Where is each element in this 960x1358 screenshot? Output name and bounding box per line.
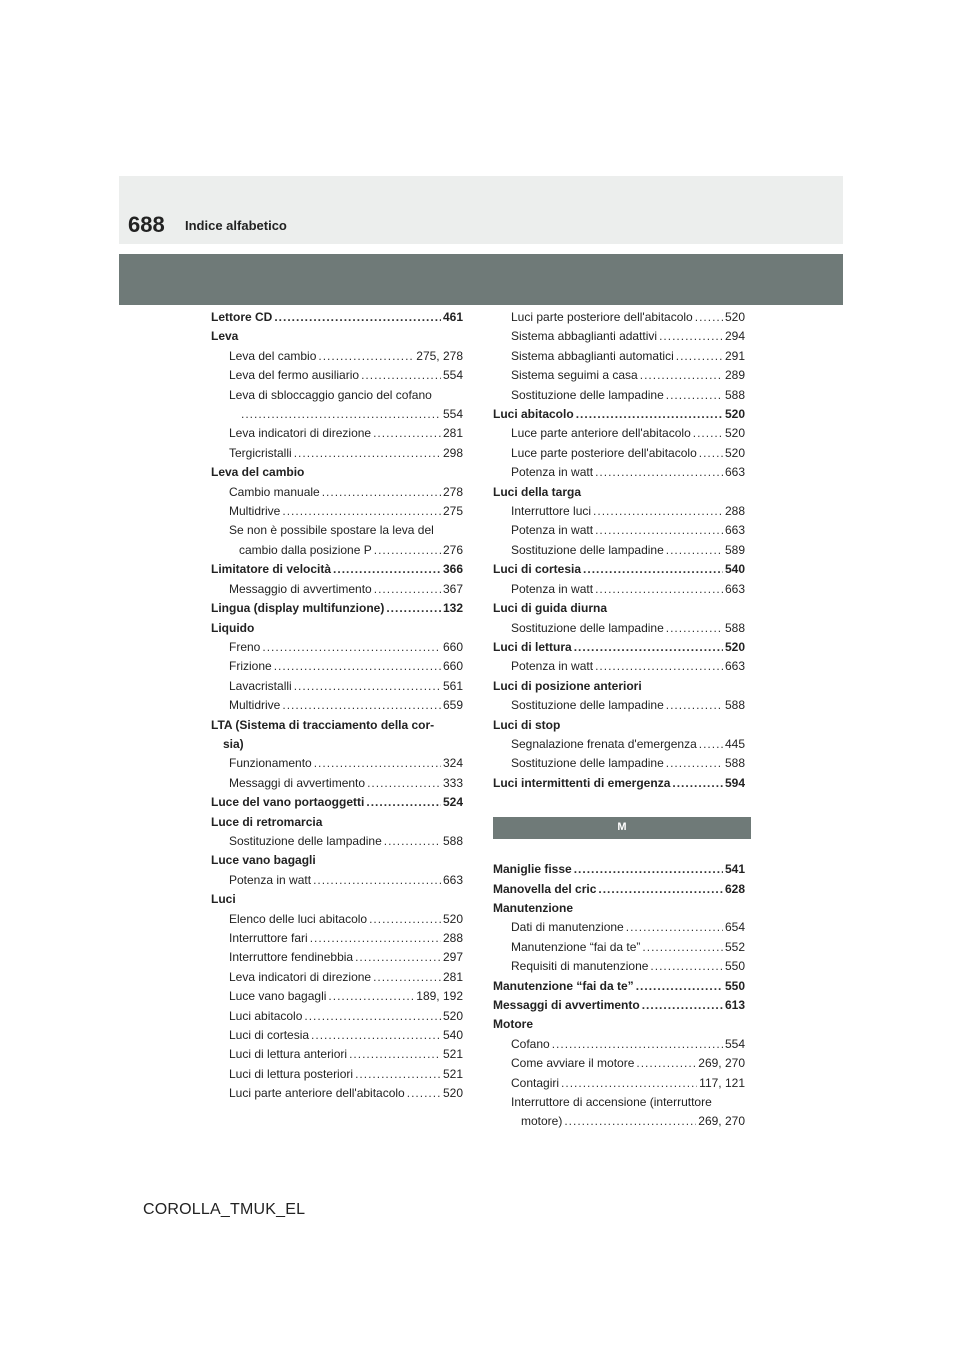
entry-term: Luci di lettura posteriori bbox=[229, 1066, 354, 1081]
index-entry-sub-heading: Interruttore di accensione (interruttore bbox=[511, 1095, 712, 1110]
index-entry-heading: Luci della targa bbox=[493, 484, 582, 499]
index-entry-main bbox=[211, 793, 463, 812]
index-entry-sub-heading: Se non è possibile spostare la leva del bbox=[229, 523, 434, 538]
entry-term: cambio dalla posizione P bbox=[239, 542, 372, 557]
dot-leader bbox=[313, 871, 441, 890]
entry-term: Potenza in watt bbox=[511, 581, 594, 596]
dot-leader bbox=[640, 366, 723, 385]
entry-term: Cofano bbox=[511, 1036, 550, 1051]
entry-page-ref: 291 bbox=[724, 348, 745, 363]
entry-term: Luce parte anteriore dell'abitacolo bbox=[511, 426, 691, 441]
index-entry-heading: Luce di retromarcia bbox=[211, 814, 323, 829]
entry-page-ref: 461 bbox=[442, 310, 463, 324]
entry-term: Sistema abbaglianti adattivi bbox=[511, 329, 658, 344]
index-entry-main bbox=[493, 405, 745, 424]
dot-leader bbox=[699, 444, 723, 463]
entry-term: Frizione bbox=[229, 659, 272, 674]
entry-page-ref: 554 bbox=[442, 368, 463, 383]
entry-term: Luci abitacolo bbox=[229, 1008, 303, 1023]
entry-term: Sistema abbaglianti automatici bbox=[511, 348, 674, 363]
index-entry-sub bbox=[493, 444, 745, 463]
entry-page-ref: 613 bbox=[724, 998, 745, 1012]
entry-page-ref: 324 bbox=[442, 756, 463, 771]
entry-term: Lavacristalli bbox=[229, 678, 292, 693]
index-entry-sub bbox=[493, 619, 745, 638]
entry-term: Messaggi di avvertimento bbox=[229, 775, 366, 790]
index-entry-sub bbox=[493, 754, 745, 773]
index-entry-sub bbox=[211, 677, 463, 696]
entry-page-ref: 588 bbox=[724, 756, 745, 771]
entry-term: Luci di cortesia bbox=[493, 562, 582, 577]
index-entry-main bbox=[211, 560, 463, 579]
index-entry-sub bbox=[211, 347, 463, 366]
entry-page-ref: 269, 270 bbox=[698, 1056, 745, 1071]
entry-term: Sostituzione delle lampadine bbox=[511, 620, 664, 635]
dot-leader bbox=[676, 347, 723, 366]
dot-leader bbox=[626, 918, 723, 937]
entry-term: Lettore CD bbox=[211, 310, 273, 324]
dot-leader bbox=[666, 541, 723, 560]
index-entry-sub bbox=[211, 424, 463, 443]
entry-term: Limitatore di velocità bbox=[211, 562, 332, 577]
entry-page-ref: 367 bbox=[442, 581, 463, 596]
entry-page-ref: 520 bbox=[724, 407, 745, 422]
dot-leader bbox=[595, 580, 723, 599]
dot-leader bbox=[666, 619, 723, 638]
entry-page-ref: 660 bbox=[442, 639, 463, 654]
dot-leader bbox=[672, 774, 723, 793]
dot-leader bbox=[595, 463, 723, 482]
dot-leader bbox=[598, 880, 723, 899]
index-column-left bbox=[211, 308, 463, 1104]
index-entry-sub bbox=[493, 347, 745, 366]
index-entry-heading: Leva bbox=[211, 329, 239, 344]
entry-page-ref: 550 bbox=[724, 978, 745, 993]
entry-term: Come avviare il motore bbox=[511, 1056, 635, 1071]
dot-leader bbox=[241, 405, 441, 424]
dot-leader bbox=[294, 444, 441, 463]
index-entry-sub bbox=[493, 366, 745, 385]
entry-page-ref: 628 bbox=[724, 881, 745, 896]
entry-term: Leva del cambio bbox=[229, 348, 317, 363]
index-entry-heading: Luci di stop bbox=[493, 717, 561, 732]
dot-leader bbox=[374, 541, 441, 560]
entry-term: Elenco delle luci abitacolo bbox=[229, 911, 368, 926]
index-entry-heading: Luci di posizione anteriori bbox=[493, 678, 642, 693]
entry-term: Interruttore fari bbox=[229, 931, 308, 945]
entry-page-ref: 189, 192 bbox=[416, 989, 463, 1004]
index-entry-heading: Leva del cambio bbox=[211, 465, 305, 480]
index-entry-heading: sia) bbox=[223, 736, 244, 751]
dot-leader bbox=[659, 327, 723, 346]
dot-leader bbox=[593, 502, 723, 521]
entry-term: Sostituzione delle lampadine bbox=[511, 387, 664, 402]
index-entry-sub bbox=[211, 987, 463, 1006]
entry-page-ref: 289 bbox=[724, 368, 745, 383]
entry-term: Multidrive bbox=[229, 504, 281, 519]
section-title: Indice alfabetico bbox=[185, 218, 287, 233]
index-entry-sub bbox=[493, 580, 745, 599]
index-entry-heading: Luci di guida diurna bbox=[493, 601, 607, 616]
dot-leader bbox=[369, 910, 441, 929]
entry-term: Potenza in watt bbox=[511, 659, 594, 674]
entry-page-ref: 366 bbox=[442, 562, 463, 577]
index-entry-sub bbox=[493, 735, 745, 754]
entry-page-ref: 524 bbox=[442, 795, 463, 810]
entry-page-ref: 550 bbox=[724, 959, 745, 974]
dot-leader bbox=[361, 366, 441, 385]
index-entry-main bbox=[211, 308, 463, 327]
entry-term: motore) bbox=[521, 1114, 563, 1129]
index-entry-main bbox=[493, 977, 745, 996]
entry-page-ref: 521 bbox=[442, 1047, 463, 1062]
dot-leader bbox=[282, 502, 441, 521]
index-entry-main bbox=[211, 599, 463, 618]
entry-page-ref: 521 bbox=[442, 1066, 463, 1081]
dot-leader bbox=[373, 968, 441, 987]
entry-page-ref: 297 bbox=[442, 950, 463, 965]
entry-term: Cambio manuale bbox=[229, 484, 320, 499]
entry-page-ref: 520 bbox=[442, 1008, 463, 1023]
dot-leader bbox=[595, 657, 723, 676]
entry-page-ref: 288 bbox=[442, 931, 463, 945]
entry-term: Tergicristalli bbox=[229, 445, 292, 460]
entry-page-ref: 520 bbox=[724, 310, 745, 324]
entry-page-ref: 281 bbox=[442, 426, 463, 441]
dot-leader bbox=[693, 424, 723, 443]
index-entry-sub bbox=[211, 405, 463, 424]
entry-term: Luci parte posteriore dell'abitacolo bbox=[511, 310, 693, 324]
dot-leader bbox=[576, 405, 723, 424]
index-group-l-continued bbox=[493, 308, 745, 793]
entry-term: Funzionamento bbox=[229, 756, 312, 771]
index-entry-sub bbox=[493, 1074, 745, 1093]
dot-leader bbox=[384, 832, 441, 851]
index-entry-sub bbox=[493, 521, 745, 540]
index-entry-sub bbox=[493, 918, 745, 937]
dot-leader bbox=[311, 1026, 441, 1045]
entry-page-ref: 275 bbox=[442, 504, 463, 519]
index-entry-heading: Manutenzione bbox=[493, 900, 573, 915]
entry-term: Sostituzione delle lampadine bbox=[511, 756, 664, 771]
entry-page-ref: 663 bbox=[724, 581, 745, 596]
entry-page-ref: 552 bbox=[724, 939, 745, 954]
entry-page-ref: 663 bbox=[724, 465, 745, 480]
index-entry-sub bbox=[211, 968, 463, 987]
index-entry-sub bbox=[493, 327, 745, 346]
entry-page-ref: 276 bbox=[442, 542, 463, 557]
entry-term: Luci di lettura bbox=[493, 639, 572, 654]
index-entry-sub bbox=[493, 1112, 745, 1131]
index-entry-sub bbox=[211, 444, 463, 463]
index-entry-sub bbox=[493, 502, 745, 521]
index-entry-sub bbox=[211, 580, 463, 599]
index-entry-sub bbox=[211, 910, 463, 929]
index-entry-heading: Motore bbox=[493, 1017, 533, 1032]
entry-page-ref: 554 bbox=[442, 407, 463, 422]
dot-leader bbox=[349, 1045, 441, 1064]
index-entry-sub bbox=[211, 1045, 463, 1064]
dot-leader bbox=[642, 938, 723, 957]
index-column-right bbox=[493, 308, 745, 1132]
dot-leader bbox=[373, 424, 441, 443]
dot-leader bbox=[552, 1035, 723, 1054]
entry-term: Maniglie fisse bbox=[493, 862, 572, 877]
entry-term: Luci parte anteriore dell'abitacolo bbox=[229, 1086, 405, 1101]
dot-leader bbox=[574, 638, 723, 657]
entry-term: Messaggi di avvertimento bbox=[493, 998, 640, 1012]
entry-page-ref: 540 bbox=[442, 1028, 463, 1043]
index-entry-sub bbox=[211, 929, 463, 948]
entry-term: Sistema seguimi a casa bbox=[511, 368, 638, 383]
entry-page-ref: 541 bbox=[724, 862, 745, 877]
entry-term: Manovella del cric bbox=[493, 881, 597, 896]
index-entry-heading: LTA (Sistema di tracciamento della cor- bbox=[211, 717, 435, 732]
dot-leader bbox=[318, 347, 414, 366]
entry-page-ref: 278 bbox=[442, 484, 463, 499]
dot-leader bbox=[574, 860, 723, 879]
entry-page-ref: 520 bbox=[724, 426, 745, 441]
index-entry-sub bbox=[211, 754, 463, 773]
entry-page-ref: 588 bbox=[724, 698, 745, 713]
dot-leader bbox=[595, 521, 723, 540]
entry-term: Luci di lettura anteriori bbox=[229, 1047, 348, 1062]
dot-leader bbox=[333, 560, 441, 579]
dot-leader bbox=[355, 1065, 441, 1084]
index-entry-sub bbox=[211, 1007, 463, 1026]
entry-page-ref: 275, 278 bbox=[416, 348, 463, 363]
index-entry-sub bbox=[211, 696, 463, 715]
index-entry-sub bbox=[493, 463, 745, 482]
index-entry-sub bbox=[493, 957, 745, 976]
entry-page-ref: 663 bbox=[724, 523, 745, 538]
entry-term: Manutenzione “fai da te” bbox=[493, 978, 634, 993]
dot-leader bbox=[642, 996, 723, 1015]
entry-term: Interruttore fendinebbia bbox=[229, 950, 354, 965]
dot-leader bbox=[328, 987, 414, 1006]
entry-term: Segnalazione frenata d'emergenza bbox=[511, 736, 697, 751]
index-entry-sub bbox=[493, 308, 745, 327]
index-entry-main bbox=[493, 560, 745, 579]
entry-page-ref: 298 bbox=[442, 445, 463, 460]
entry-term: Potenza in watt bbox=[511, 465, 594, 480]
dot-leader bbox=[695, 308, 723, 327]
index-group-m bbox=[493, 860, 745, 1132]
index-entry-sub bbox=[211, 483, 463, 502]
entry-term: Lingua (display multifunzione) bbox=[211, 601, 385, 616]
entry-page-ref: 554 bbox=[724, 1036, 745, 1051]
index-entry-sub bbox=[211, 1026, 463, 1045]
dot-leader bbox=[355, 948, 441, 967]
entry-term: Requisiti di manutenzione bbox=[511, 959, 649, 974]
dot-leader bbox=[274, 308, 441, 327]
index-entry-main bbox=[493, 860, 745, 879]
dot-leader bbox=[367, 774, 441, 793]
index-entry-sub bbox=[493, 424, 745, 443]
entry-page-ref: 281 bbox=[442, 969, 463, 984]
dot-leader bbox=[564, 1112, 696, 1131]
index-entry-sub bbox=[211, 366, 463, 385]
entry-page-ref: 589 bbox=[724, 542, 745, 557]
entry-page-ref: 269, 270 bbox=[698, 1114, 745, 1129]
index-entry-sub bbox=[211, 948, 463, 967]
index-entry-sub-heading: Leva di sbloccaggio gancio del cofano bbox=[229, 387, 432, 402]
entry-term: Interruttore luci bbox=[511, 504, 592, 519]
index-entry-main bbox=[493, 996, 745, 1015]
dot-leader bbox=[262, 638, 441, 657]
dot-leader bbox=[282, 696, 441, 715]
index-entry-main bbox=[493, 774, 745, 793]
entry-page-ref: 663 bbox=[442, 872, 463, 887]
entry-page-ref: 654 bbox=[724, 920, 745, 935]
entry-page-ref: 663 bbox=[724, 659, 745, 674]
index-entry-sub bbox=[211, 832, 463, 851]
dot-leader bbox=[583, 560, 723, 579]
entry-term: Manutenzione “fai da te” bbox=[511, 939, 641, 954]
header-dark-band bbox=[119, 254, 843, 305]
index-entry-sub bbox=[493, 1054, 745, 1073]
entry-page-ref: 117, 121 bbox=[699, 1075, 745, 1090]
entry-term: Sostituzione delle lampadine bbox=[511, 542, 664, 557]
entry-page-ref: 520 bbox=[724, 445, 745, 460]
dot-leader bbox=[666, 754, 723, 773]
entry-term: Luce del vano portaoggetti bbox=[211, 795, 365, 810]
letter-band-m: M bbox=[493, 817, 751, 839]
entry-page-ref: 132 bbox=[442, 601, 463, 616]
dot-leader bbox=[294, 677, 441, 696]
entry-term: Messaggio di avvertimento bbox=[229, 581, 372, 596]
entry-term: Sostituzione delle lampadine bbox=[511, 698, 664, 713]
dot-leader bbox=[561, 1074, 697, 1093]
index-entry-heading: Luce vano bagagli bbox=[211, 853, 316, 868]
entry-page-ref: 520 bbox=[724, 639, 745, 654]
document-code: COROLLA_TMUK_EL bbox=[143, 1201, 306, 1218]
dot-leader bbox=[366, 793, 441, 812]
entry-term: Luci intermittenti di emergenza bbox=[493, 775, 671, 790]
entry-term: Luce parte posteriore dell'abitacolo bbox=[511, 445, 697, 460]
entry-page-ref: 660 bbox=[442, 659, 463, 674]
index-entry-sub bbox=[493, 657, 745, 676]
index-entry-sub bbox=[211, 541, 463, 560]
entry-page-ref: 588 bbox=[442, 833, 463, 848]
index-entry-heading: Liquido bbox=[211, 620, 255, 635]
entry-page-ref: 520 bbox=[442, 1086, 463, 1101]
entry-page-ref: 659 bbox=[442, 698, 463, 713]
entry-term: Leva indicatori di direzione bbox=[229, 426, 372, 441]
entry-term: Contagiri bbox=[511, 1075, 560, 1090]
index-entry-sub bbox=[493, 386, 745, 405]
entry-page-ref: 588 bbox=[724, 620, 745, 635]
dot-leader bbox=[407, 1084, 441, 1103]
dot-leader bbox=[314, 754, 441, 773]
dot-leader bbox=[666, 696, 723, 715]
entry-page-ref: 445 bbox=[724, 736, 745, 751]
index-entry-sub bbox=[493, 938, 745, 957]
entry-term: Sostituzione delle lampadine bbox=[229, 833, 382, 848]
entry-term: Multidrive bbox=[229, 698, 281, 713]
dot-leader bbox=[374, 580, 441, 599]
entry-page-ref: 594 bbox=[724, 775, 745, 790]
dot-leader bbox=[274, 657, 441, 676]
entry-page-ref: 333 bbox=[442, 775, 463, 790]
index-entry-sub bbox=[493, 696, 745, 715]
index-entry-main bbox=[493, 880, 745, 899]
entry-page-ref: 588 bbox=[724, 387, 745, 402]
entry-page-ref: 288 bbox=[724, 504, 745, 519]
index-entry-main bbox=[493, 638, 745, 657]
index-entry-sub bbox=[211, 502, 463, 521]
dot-leader bbox=[666, 386, 723, 405]
index-entry-sub bbox=[211, 774, 463, 793]
dot-leader bbox=[650, 957, 723, 976]
page-number: 688 bbox=[128, 212, 165, 237]
entry-term: Potenza in watt bbox=[229, 872, 312, 887]
index-entry-sub bbox=[211, 1084, 463, 1103]
entry-page-ref: 520 bbox=[442, 911, 463, 926]
entry-page-ref: 294 bbox=[724, 329, 745, 344]
entry-page-ref: 561 bbox=[442, 678, 463, 693]
dot-leader bbox=[386, 599, 441, 618]
entry-term: Luce vano bagagli bbox=[229, 989, 327, 1004]
dot-leader bbox=[304, 1007, 441, 1026]
dot-leader bbox=[310, 929, 441, 948]
dot-leader bbox=[322, 483, 441, 502]
entry-term: Luci di cortesia bbox=[229, 1028, 310, 1043]
dot-leader bbox=[636, 1054, 696, 1073]
index-entry-heading: Luci bbox=[211, 892, 236, 907]
index-entry-sub bbox=[211, 657, 463, 676]
index-entry-sub bbox=[211, 638, 463, 657]
index-entry-sub bbox=[493, 1035, 745, 1054]
entry-term: Luci abitacolo bbox=[493, 407, 574, 422]
index-entry-sub bbox=[211, 1065, 463, 1084]
entry-term: Freno bbox=[229, 639, 261, 654]
entry-term: Leva indicatori di direzione bbox=[229, 969, 372, 984]
entry-term: Potenza in watt bbox=[511, 523, 594, 538]
dot-leader bbox=[699, 735, 723, 754]
entry-term: Leva del fermo ausiliario bbox=[229, 368, 360, 383]
dot-leader bbox=[636, 977, 723, 996]
index-entry-sub bbox=[493, 541, 745, 560]
index-entry-sub bbox=[211, 871, 463, 890]
entry-page-ref: 540 bbox=[724, 562, 745, 577]
entry-term: Dati di manutenzione bbox=[511, 920, 624, 935]
